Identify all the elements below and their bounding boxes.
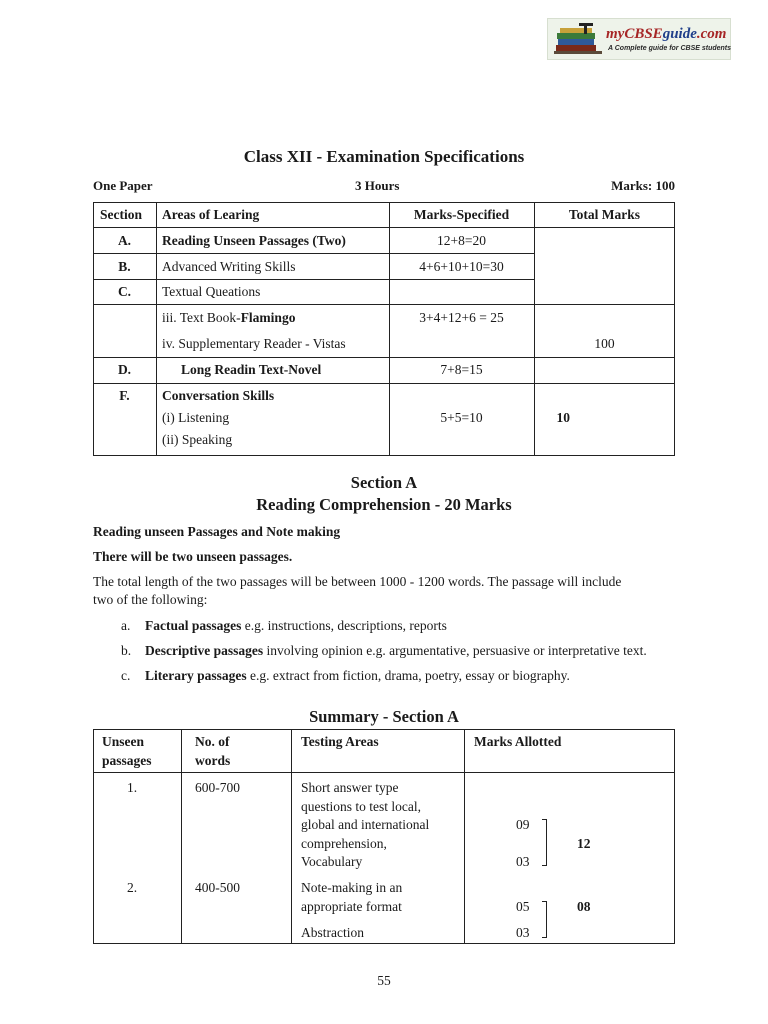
table-row-area: Vocabulary — [301, 854, 363, 869]
table-row-area: global and international — [301, 817, 430, 832]
table-row-words: 600-700 — [195, 780, 240, 795]
table-row-words: 400-500 — [195, 880, 240, 895]
header-unseen: Unseen — [102, 734, 145, 749]
table-row-area: iv. Supplementary Reader - Vistas — [162, 336, 346, 351]
header-section: Section — [100, 207, 142, 222]
table-row-area: Abstraction — [301, 925, 364, 940]
logo-title: myCBSEguide.com — [606, 26, 727, 42]
table-row-area: Note-making in an — [301, 880, 403, 895]
paper-label: One Paper — [93, 178, 153, 193]
table-row-num: 1. — [126, 780, 138, 795]
bold-line: There will be two unseen passages. — [93, 549, 293, 564]
mark-value: 09 — [516, 817, 530, 832]
list-item: b. Descriptive passages involving opinion e.g. argumentative, persuasive or interpretative text. — [121, 643, 647, 658]
table-row-area: questions to test local, — [301, 798, 421, 814]
table-row-area: appropriate format — [301, 898, 402, 914]
header-total-marks: Total Marks — [568, 207, 641, 222]
table-row-section: C. — [117, 284, 132, 299]
section-heading: Section A — [350, 473, 418, 492]
mark-value: 03 — [516, 854, 530, 869]
table-row-num: 2. — [126, 880, 138, 895]
table-row-area: Conversation Skills — [162, 388, 275, 403]
header-marks-allotted: Marks Allotted — [474, 734, 562, 749]
bracket — [542, 901, 547, 938]
header-words: words — [195, 753, 231, 768]
list-item: c. Literary passages e.g. extract from fiction, drama, poetry, essay or biography. — [121, 668, 570, 683]
header-testing-areas: Testing Areas — [301, 734, 379, 749]
table-row-area: Short answer type — [301, 780, 399, 795]
mark-value: 05 — [516, 899, 530, 914]
table-row-total: 100 — [594, 336, 615, 351]
spec-table — [93, 202, 675, 456]
bold-line: Reading unseen Passages and Note making — [93, 524, 341, 539]
header-marks-specified: Marks-Specified — [413, 207, 510, 222]
table-row-marks: 3+4+12+6 = 25 — [419, 310, 504, 325]
summary-heading: Summary - Section A — [309, 707, 459, 726]
page-title: Class XII - Examination Specifications — [243, 147, 525, 166]
table-row-marks: 4+6+10+10=30 — [419, 259, 504, 274]
hours-label: 3 Hours — [355, 178, 400, 193]
mark-total: 08 — [577, 899, 591, 914]
table-row-section: F. — [119, 388, 130, 403]
table-row-section: D. — [117, 362, 132, 377]
table-row-area: Reading Unseen Passages (Two) — [162, 233, 346, 248]
bracket — [542, 819, 547, 866]
paragraph-line: The total length of the two passages will be between 1000 - 1200 words. The passage will include — [93, 574, 622, 589]
table-row-marks: 7+8=15 — [440, 362, 483, 377]
summary-table — [93, 729, 675, 944]
marks-label: Marks: 100 — [611, 178, 675, 193]
mark-value: 03 — [516, 925, 530, 940]
table-row-area: Textual Queations — [162, 284, 261, 299]
table-row-marks: 12+8=20 — [437, 233, 486, 248]
paragraph-line: two of the following: — [93, 592, 208, 607]
section-subheading: Reading Comprehension - 20 Marks — [256, 495, 512, 514]
table-row-section: A. — [117, 233, 132, 248]
list-item: a. Factual passages e.g. instructions, descriptions, reports — [121, 618, 447, 633]
header-no-of: No. of — [195, 734, 230, 749]
table-row-marks: 5+5=10 — [440, 410, 483, 425]
table-row-area: Advanced Writing Skills — [162, 259, 296, 274]
logo-subtitle: A Complete guide for CBSE students — [608, 45, 732, 52]
table-row-subarea: (ii) Speaking — [162, 432, 233, 447]
table-row-subarea: (i) Listening — [162, 410, 230, 425]
table-row-area: comprehension, — [301, 835, 387, 851]
books-icon — [554, 23, 604, 57]
mark-total: 12 — [577, 836, 591, 851]
table-row-area: iii. Text Book-Flamingo — [162, 310, 296, 325]
table-row-total: 10 — [556, 410, 570, 425]
table-row-area: Long Readin Text-Novel — [181, 362, 322, 377]
mycbseguide-logo — [547, 18, 731, 60]
table-row-section: B. — [118, 259, 131, 274]
header-areas: Areas of Learing — [162, 207, 260, 222]
header-passages: passages — [102, 753, 152, 768]
page-number: 55 — [377, 973, 391, 988]
